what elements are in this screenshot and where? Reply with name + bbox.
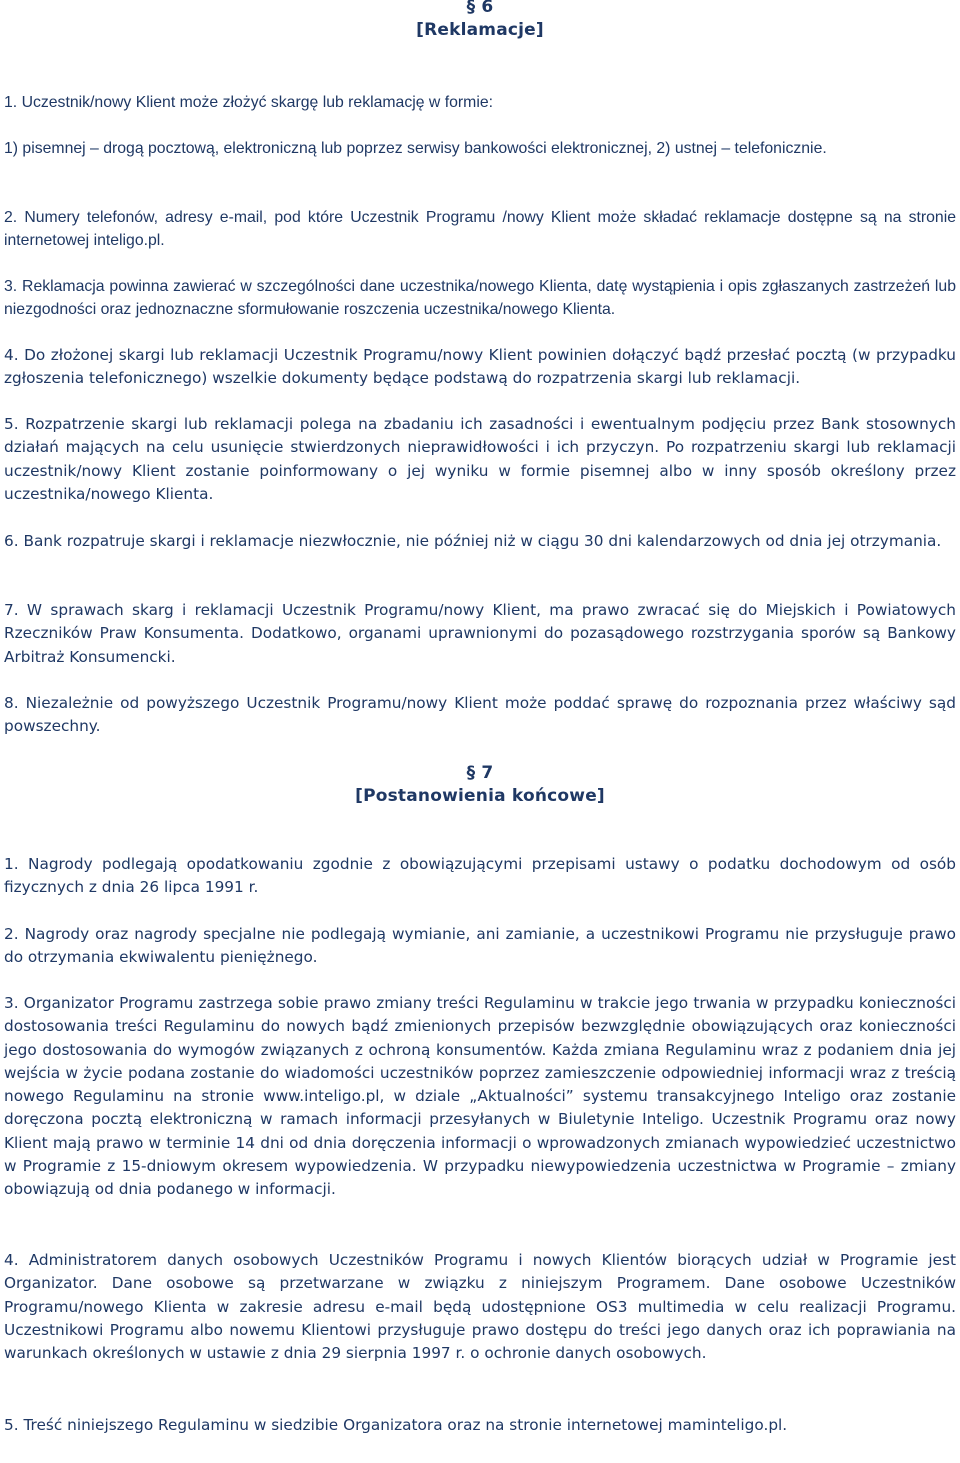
section-7-paragraph-2: 2. Nagrody oraz nagrody specjalne nie podlegają wymianie, ani zamianie, a uczestnikowi Programu nie przysługuje prawo do otrzymania ekwiwalentu pieniężnego. <box>4 925 956 967</box>
section-6-paragraph-8: 8. Niezależnie od powyższego Uczestnik Programu/nowy Klient może poddać sprawę do rozpoznania przez właściwy sąd powszechny. <box>4 694 956 736</box>
section-6-number: § 6 <box>466 0 494 17</box>
section-7-paragraph-5: 5. Treść niniejszego Regulaminu w siedzibie Organizatora oraz na stronie internetowej maminteligo.pl. <box>4 1416 788 1434</box>
section-6-paragraph-4: 4. Do złożonej skargi lub reklamacji Uczestnik Programu/nowy Klient powinien dołączyć bądź przesłać pocztą (w przypadku zgłoszenia telefonicznego) wszelkie dokumenty będące podstawą do rozpatrzenia skargi lub reklamacji. <box>4 346 956 388</box>
section-7-number: § 7 <box>466 763 494 783</box>
section-6-paragraph-3: 3. Reklamacja powinna zawierać w szczególności dane uczestnika/nowego Klienta, datę wystąpienia i opis zgłaszanych zastrzeżeń lub niezgodności oraz jednoznaczne sformułowanie roszczenia uczestnika/nowego Klienta. <box>4 278 956 319</box>
section-6-paragraph-1-list: 1) pisemnej – drogą pocztową, elektroniczną lub poprzez serwisy bankowości elektronicznej, 2) ustnej – telefonicznie. <box>4 140 827 157</box>
section-6-paragraph-2: 2. Numery telefonów, adresy e-mail, pod które Uczestnik Programu /nowy Klient może składać reklamacje dostępne są na stronie internetowej inteligo.pl. <box>4 209 956 250</box>
section-6-paragraph-5: 5. Rozpatrzenie skargi lub reklamacji polega na zbadaniu ich zasadności i ewentualnym podjęciu przez Bank stosownych działań mających na celu usunięcie stwierdzonych nieprawidłowości i ich przyczyn. Po rozpatrzeniu skargi lub reklamacji uczestnik/nowy Klient zostanie poinformowany o jej wyniku w formie pisemnej albo w inny sposób określony przez uczestnika/nowego Klienta. <box>4 415 956 503</box>
section-7-paragraph-1: 1. Nagrody podlegają opodatkowaniu zgodnie z obowiązującymi przepisami ustawy o podatku dochodowym od osób fizycznych z dnia 26 lipca 1991 r. <box>4 855 956 897</box>
section-7-heading <box>4 762 956 808</box>
section-6-heading <box>4 0 956 42</box>
section-6-paragraph-1: 1. Uczestnik/nowy Klient może złożyć skargę lub reklamację w formie: <box>4 94 494 111</box>
section-7-paragraph-4: 4. Administratorem danych osobowych Uczestników Programu i nowych Klientów biorących udział w Programie jest Organizator. Dane osobowe są przetwarzane w związku z niniejszym Programem. Dane osobowe Uczestników Programu/nowego Klienta w zakresie adresu e-mail będą udostępnione OS3 multimedia w celu realizacji Programu. Uczestnikowi Programu albo nowemu Klientowi przysługuje prawo dostępu do treści jego danych oraz ich poprawiania na warunkach określonych w ustawie z dnia 29 sierpnia 1997 r. o ochronie danych osobowych. <box>4 1251 956 1363</box>
section-7-paragraph-3: 3. Organizator Programu zastrzega sobie prawo zmiany treści Regulaminu w trakcie jego trwania w przypadku konieczności dostosowania treści Regulaminu do nowych bądź zmienionych przepisów bezwzględnie obowiązujących oraz konieczności jego dostosowania do wymogów związanych z ochroną konsumentów. Każda zmiana Regulaminu wraz z podaniem dnia jej wejścia w życie podana zostanie do wiadomości uczestników poprzez zamieszczenie odpowiedniej informacji wraz z treścią nowego Regulaminu na stronie www.inteligo.pl, w dziale „Aktualności” systemu transakcyjnego Inteligo oraz zostanie doręczona pocztą elektroniczną w ramach informacji przesyłanych w Biuletynie Inteligo. Uczestnik Programu oraz nowy Klient mają prawo w terminie 14 dni od dnia doręczenia informacji o wprowadzonych zmianach wypowiedzieć uczestnictwo w Programie z 15-dniowym okresem wypowiedzenia. W przypadku niewypowiedzenia uczestnictwa w Programie – zmiany obowiązują od dnia podanego w informacji. <box>4 994 956 1199</box>
section-6-title: [Reklamacje] <box>416 20 544 40</box>
section-7-title: [Postanowienia końcowe] <box>355 786 605 806</box>
section-6-paragraph-6: 6. Bank rozpatruje skargi i reklamacje niezwłocznie, nie później niż w ciągu 30 dni kalendarzowych od dnia jej otrzymania. <box>4 532 942 550</box>
section-6-paragraph-7: 7. W sprawach skarg i reklamacji Uczestnik Programu/nowy Klient, ma prawo zwracać się do Miejskich i Powiatowych Rzeczników Praw Konsumenta. Dodatkowo, organami uprawnionymi do pozasądowego rozstrzygania sporów są Bankowy Arbitraż Konsumencki. <box>4 601 956 666</box>
